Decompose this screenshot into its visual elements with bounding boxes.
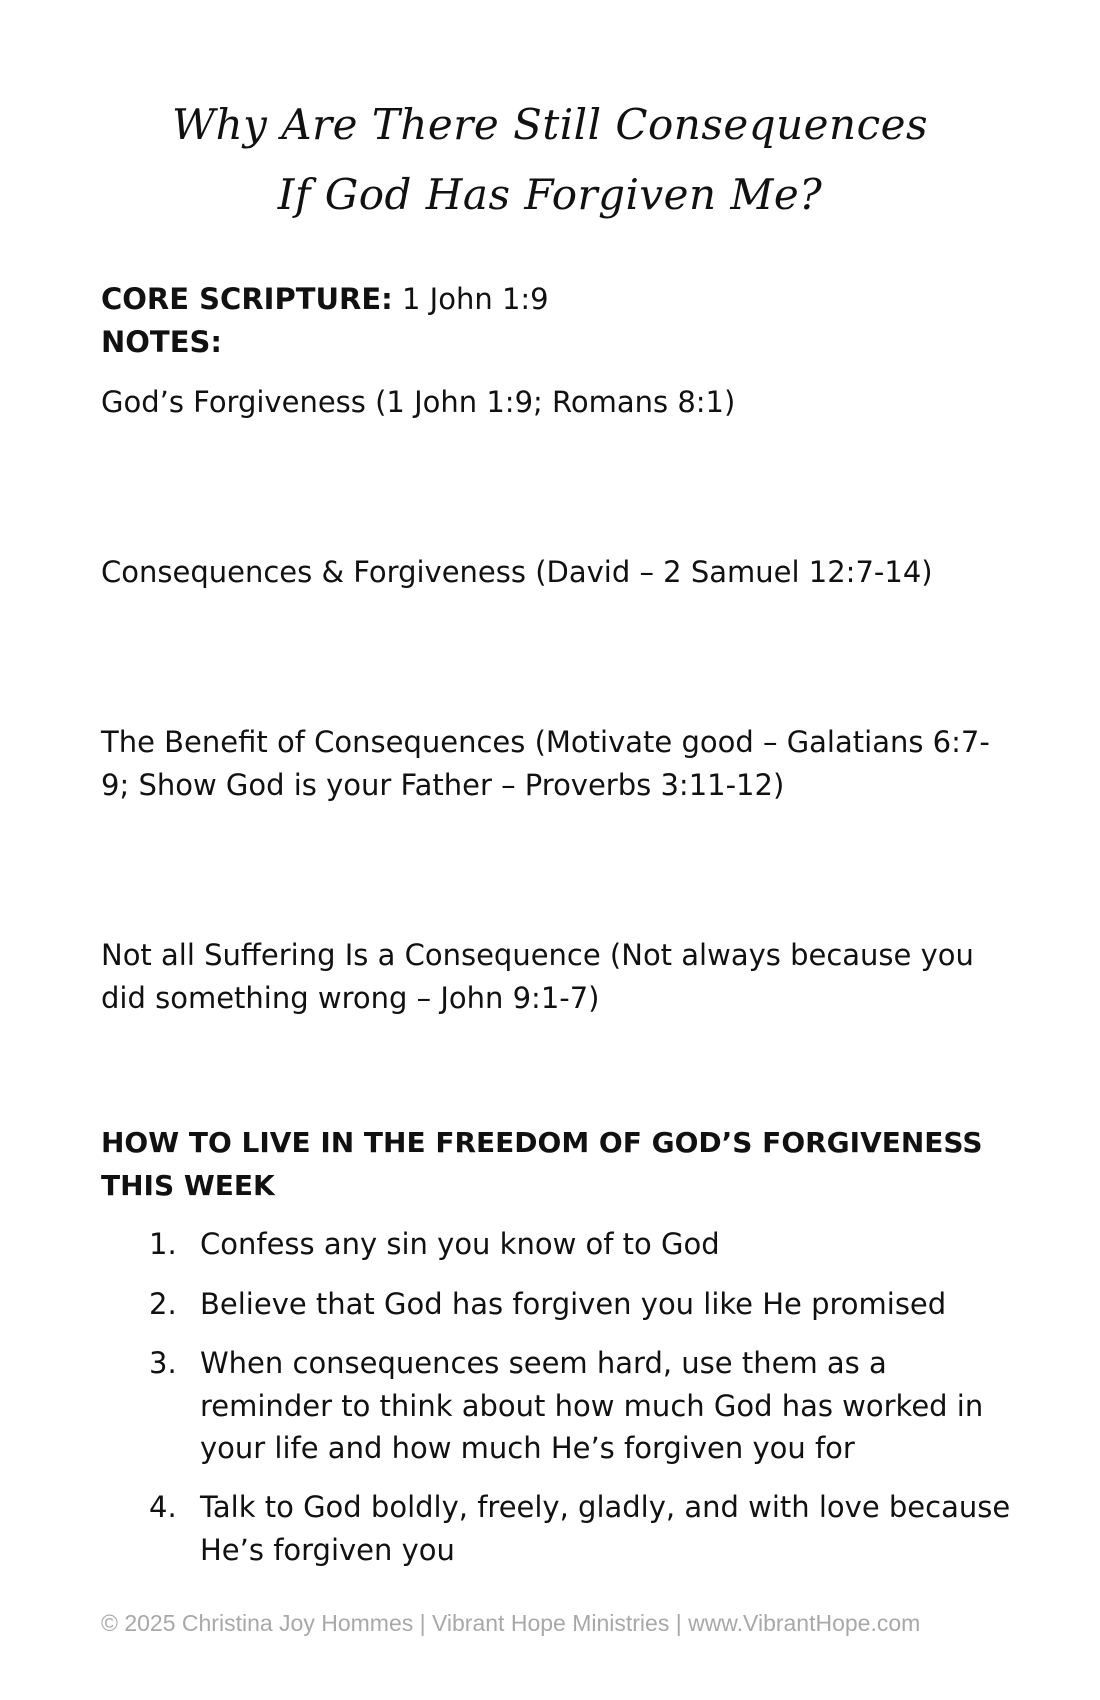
- action-item: [101, 1283, 1100, 1326]
- note-benefit-of-consequences: The Benefit of Consequences (Motivate good – Galatians 6:7-9; Show God is your Father – Proverbs 3:11-12): [101, 725, 990, 802]
- action-item-number: 3.: [149, 1346, 177, 1380]
- action-item-text: When consequences seem hard, use them as a reminder to think about how much God has worked in your life and how much He’s forgiven you for: [200, 1346, 984, 1465]
- notes-label: NOTES:: [101, 325, 222, 359]
- action-section-heading: HOW TO LIVE IN THE FREEDOM OF GOD’S FORGIVENESS THIS WEEK: [101, 1126, 983, 1202]
- page-title-line-2: If God Has Forgiven Me?: [277, 170, 823, 219]
- action-item-text: Believe that God has forgiven you like He promised: [200, 1287, 947, 1321]
- action-item: [101, 1342, 1010, 1470]
- page-title-line-1: Why Are There Still Consequences: [171, 100, 929, 149]
- action-item: [101, 1223, 1100, 1266]
- action-item-number: 4.: [149, 1490, 177, 1524]
- copyright-footer: © 2025 Christina Joy Hommes | Vibrant Hope Ministries | www.VibrantHope.com: [101, 1610, 921, 1636]
- note-consequences-forgiveness: Consequences & Forgiveness (David – 2 Samuel 12:7-14): [101, 555, 933, 589]
- core-scripture-label: CORE SCRIPTURE:: [101, 282, 393, 316]
- note-gods-forgiveness: God’s Forgiveness (1 John 1:9; Romans 8:1): [101, 385, 736, 419]
- action-item-text: Confess any sin you know of to God: [200, 1227, 720, 1261]
- note-not-all-suffering: Not all Suffering Is a Consequence (Not always because you did something wrong – John 9:1-7): [101, 938, 974, 1015]
- core-scripture: [101, 278, 549, 320]
- action-item: [101, 1486, 1030, 1571]
- action-item-number: 1.: [149, 1227, 177, 1261]
- action-item-text: Talk to God boldly, freely, gladly, and with love because He’s forgiven you: [200, 1490, 1011, 1567]
- action-item-number: 2.: [149, 1287, 177, 1321]
- core-scripture-value: 1 John 1:9: [402, 282, 549, 316]
